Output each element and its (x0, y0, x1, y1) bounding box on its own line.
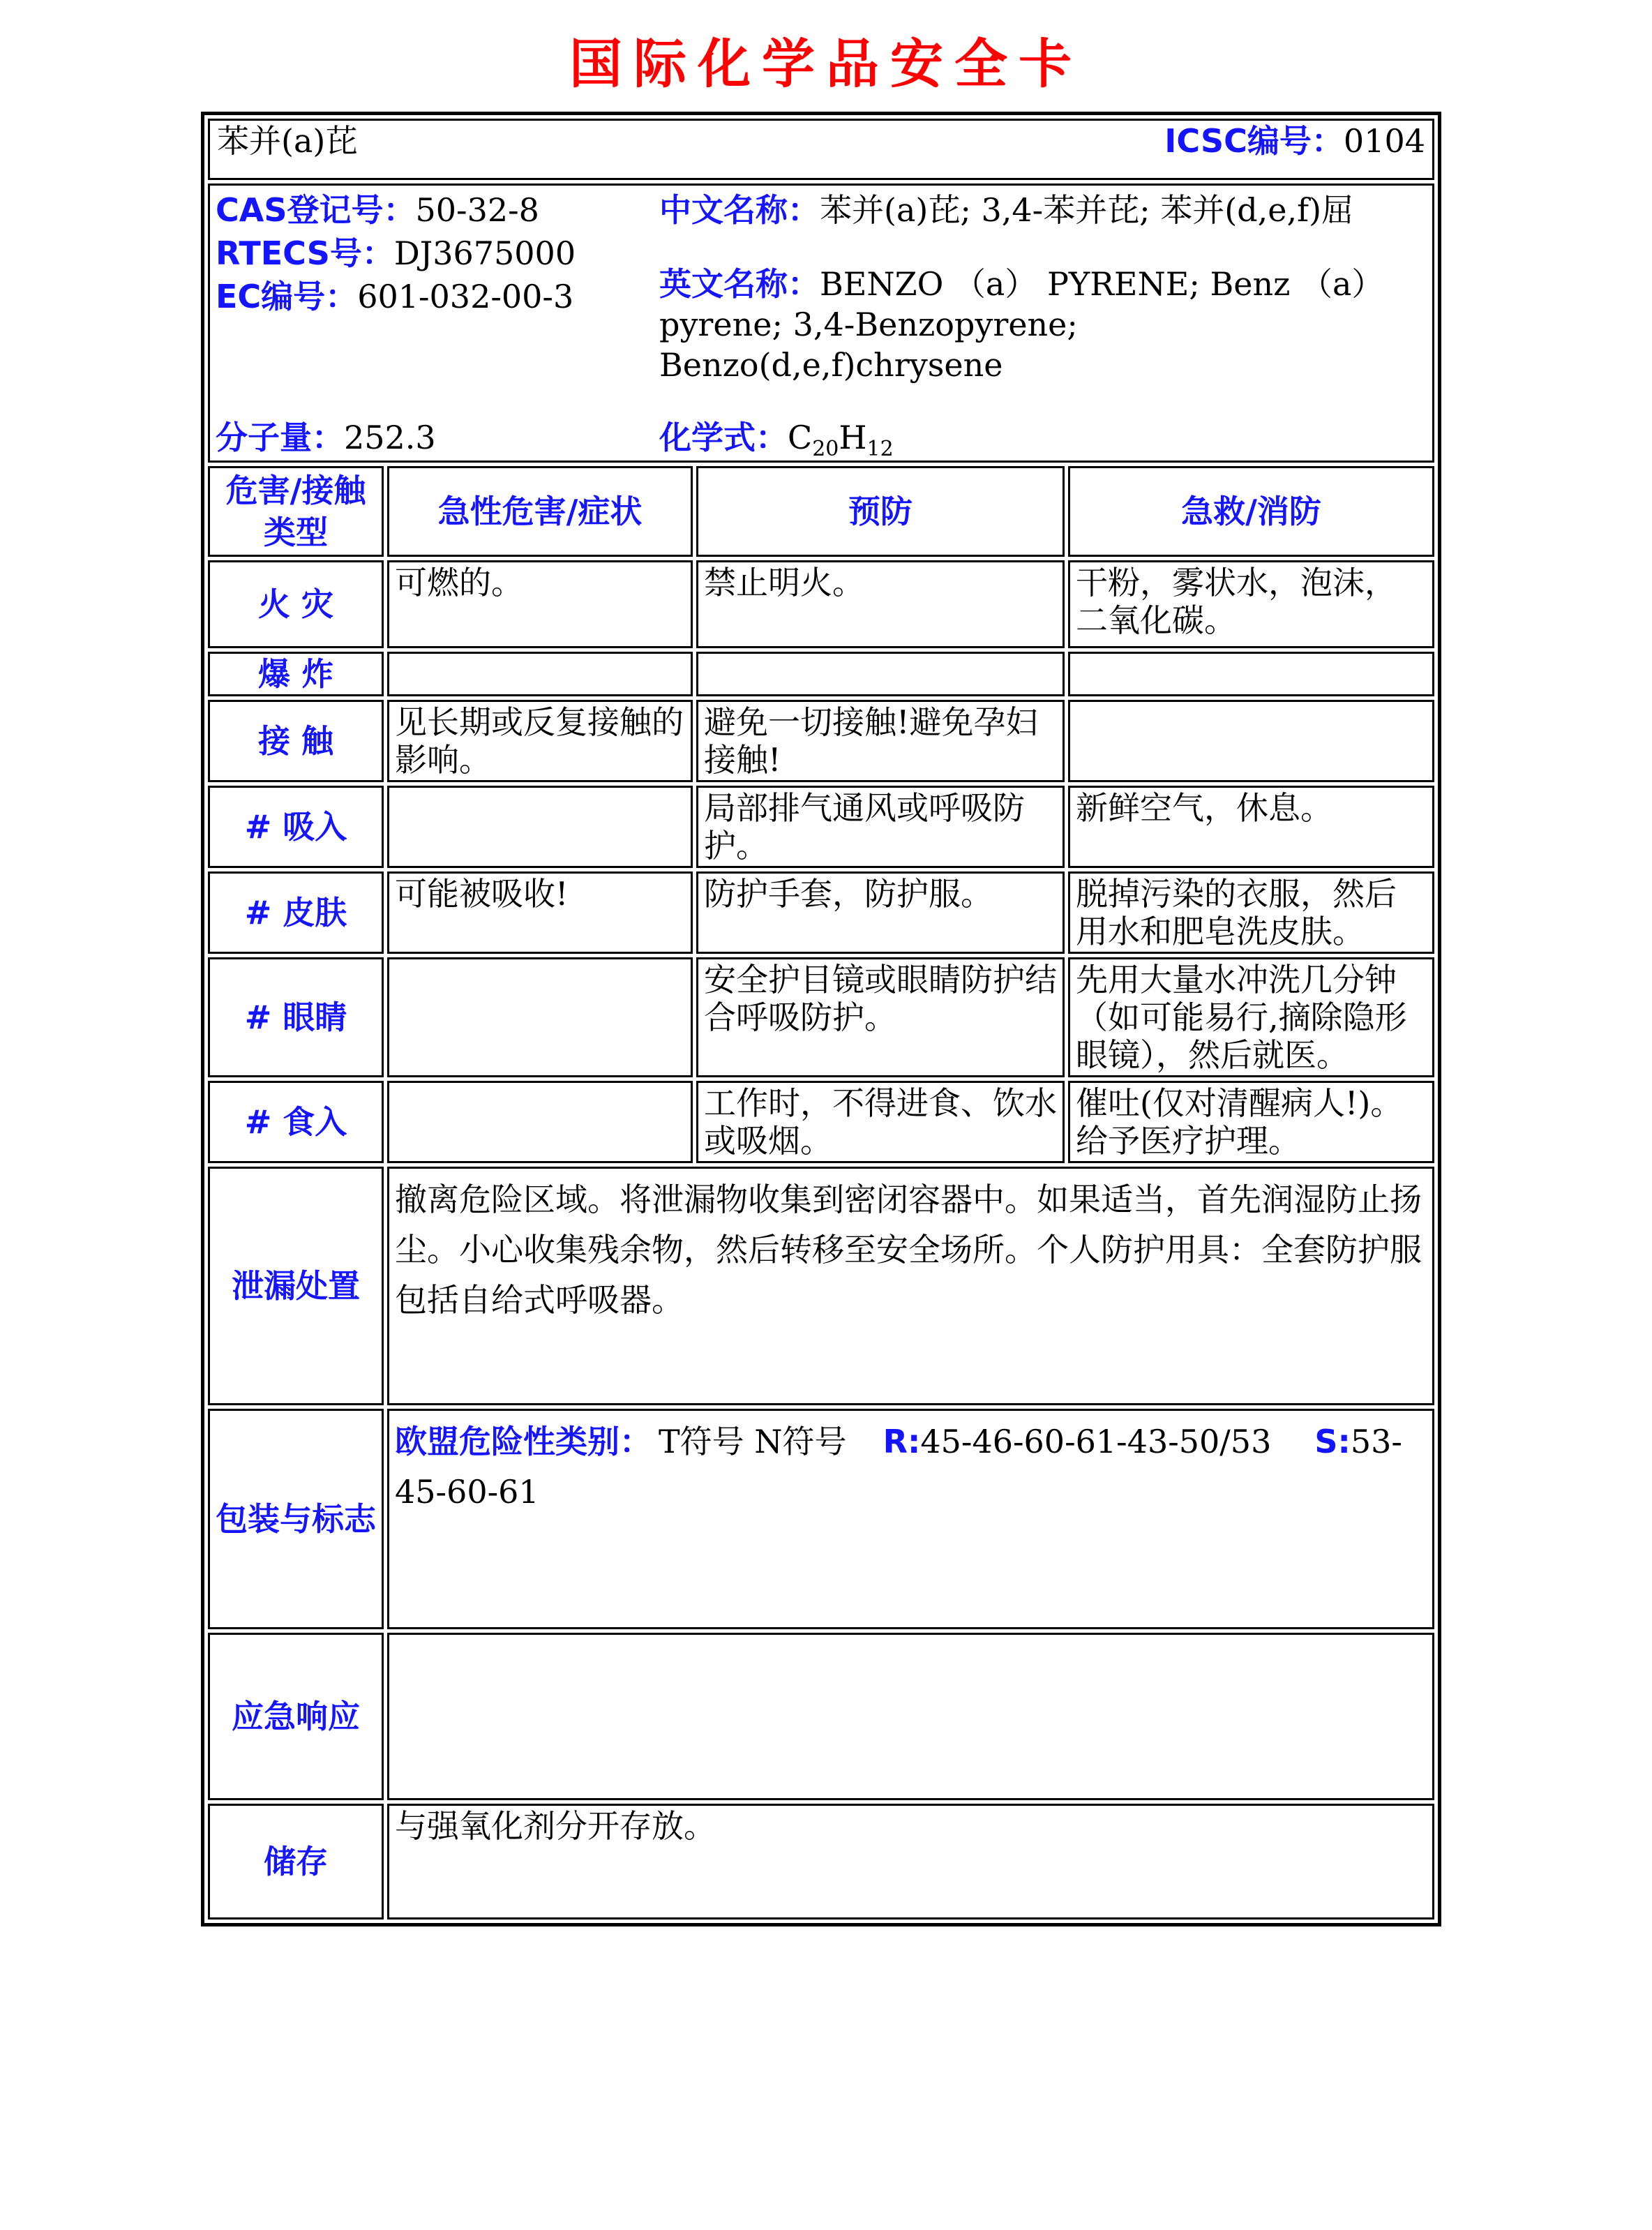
fire-symptoms: 可燃的。 (387, 560, 693, 648)
row-label-storage: 储存 (208, 1804, 384, 1920)
registry-numbers (216, 188, 659, 419)
identity-row (208, 184, 1434, 463)
table-row-fire (208, 560, 1434, 648)
column-header-prevention: 预防 (696, 466, 1065, 557)
molecular-weight (216, 419, 659, 456)
explosion-symptoms (387, 652, 693, 696)
eyes-prevention: 安全护目镜或眼睛防护结合呼吸防护。 (696, 957, 1065, 1077)
exposure-prevention: 避免一切接触!避免孕妇接触! (696, 700, 1065, 782)
ingestion-symptoms (387, 1081, 693, 1163)
table-row-eyes (208, 957, 1434, 1077)
column-header-firstaid: 急救/消防 (1068, 466, 1434, 557)
cas-label: CAS登记号： (216, 191, 416, 229)
row-label-spill-disposal: 泄漏处置 (208, 1167, 384, 1405)
r-phrases-value: 45-46-60-61-43-50/53 (920, 1423, 1272, 1460)
inhalation-symptoms (387, 786, 693, 868)
explosion-firstaid (1068, 652, 1434, 696)
table-row-ingestion (208, 1081, 1434, 1163)
chinese-name-label: 中文名称： (659, 191, 820, 229)
row-label-fire: 火 灾 (208, 560, 384, 648)
cas-value: 50-32-8 (415, 191, 539, 229)
substance-header-row (208, 119, 1434, 180)
table-row-skin (208, 871, 1434, 954)
eu-hazard-symbols: T符号 N符号 (659, 1423, 847, 1460)
substance-header-cell (208, 119, 1434, 180)
icsc-number-label: ICSC编号： (1164, 122, 1344, 160)
chinese-name (659, 188, 1427, 232)
row-label-inhalation: # 吸入 (208, 786, 384, 868)
ingestion-prevention: 工作时，不得进食、饮水或吸烟。 (696, 1081, 1065, 1163)
chinese-name-value: 苯并(a)芘; 3,4-苯并芘; 苯并(d,e,f)屈 (820, 191, 1354, 229)
table-row-storage (208, 1804, 1434, 1920)
row-label-eyes: # 眼睛 (208, 957, 384, 1077)
spill-disposal-text: 撤离危险区域。将泄漏物收集到密闭容器中。如果适当，首先润湿防止扬尘。小心收集残余物，然后转移至安全场所。个人防护用具：全套防护服包括自给式呼吸器。 (387, 1167, 1434, 1405)
chemical-names (659, 188, 1427, 419)
molecular-weight-value: 252.3 (344, 419, 436, 456)
icsc-number-value: 0104 (1343, 122, 1425, 160)
exposure-firstaid (1068, 700, 1434, 782)
inhalation-firstaid: 新鲜空气，休息。 (1068, 786, 1434, 868)
table-row-spill-disposal (208, 1167, 1434, 1405)
table-row-packaging (208, 1409, 1434, 1629)
english-name-label: 英文名称： (659, 265, 820, 303)
row-label-packaging: 包装与标志 (208, 1409, 384, 1629)
exposure-symptoms: 见长期或反复接触的影响。 (387, 700, 693, 782)
inhalation-prevention: 局部排气通风或呼吸防护。 (696, 786, 1065, 868)
identity-cell (208, 184, 1434, 463)
page-title: 国际化学品安全卡 (569, 33, 1083, 95)
english-name (659, 264, 1427, 385)
ingestion-firstaid: 催吐(仅对清醒病人!)。给予医疗护理。 (1068, 1081, 1434, 1163)
r-phrases-label: R: (883, 1423, 921, 1460)
ec-label: EC编号： (216, 278, 358, 315)
hazard-header-row (208, 466, 1434, 557)
s-phrases-label: S: (1314, 1423, 1351, 1460)
molecular-weight-label: 分子量： (216, 419, 344, 456)
skin-symptoms: 可能被吸收! (387, 871, 693, 954)
substance-name: 苯并(a)芘 (217, 122, 358, 160)
table-row-inhalation (208, 786, 1434, 868)
column-header-symptoms: 急性危害/症状 (387, 466, 693, 557)
rtecs-number (216, 232, 659, 275)
table-row-emergency-response (208, 1633, 1434, 1800)
rtecs-label: RTECS号： (216, 234, 394, 272)
chemical-formula-label: 化学式： (659, 419, 788, 456)
storage-text: 与强氧化剂分开存放。 (387, 1804, 1434, 1920)
row-label-emergency-response: 应急响应 (208, 1633, 384, 1800)
rtecs-value: DJ3675000 (393, 234, 576, 272)
cas-number (216, 188, 659, 232)
explosion-prevention (696, 652, 1065, 696)
s-phrases-value: 53-45-60-61 (395, 1423, 1402, 1511)
chemical-formula (659, 419, 1427, 462)
eyes-firstaid: 先用大量水冲洗几分钟（如可能易行,摘除隐形眼镜），然后就医。 (1068, 957, 1434, 1077)
packaging-text (387, 1409, 1434, 1629)
table-row-explosion (208, 652, 1434, 696)
table-row-exposure (208, 700, 1434, 782)
row-label-exposure: 接 触 (208, 700, 384, 782)
skin-firstaid: 脱掉污染的衣服，然后用水和肥皂洗皮肤。 (1068, 871, 1434, 954)
icsc-card-table (201, 112, 1441, 1926)
ec-number (216, 275, 659, 318)
row-label-explosion: 爆 炸 (208, 652, 384, 696)
row-label-ingestion: # 食入 (208, 1081, 384, 1163)
ec-value: 601-032-00-3 (357, 278, 574, 315)
row-label-skin: # 皮肤 (208, 871, 384, 954)
fire-firstaid: 干粉，雾状水，泡沫，二氧化碳。 (1068, 560, 1434, 648)
skin-prevention: 防护手套，防护服。 (696, 871, 1065, 954)
eu-hazard-class-label: 欧盟危险性类别： (395, 1423, 652, 1460)
fire-prevention: 禁止明火。 (696, 560, 1065, 648)
emergency-response-text (387, 1633, 1434, 1800)
icsc-number (1164, 122, 1425, 160)
column-header-hazard-type: 危害/接触类型 (208, 466, 384, 557)
chemical-formula-value: $C_{20}H_{12}$ (788, 419, 894, 462)
english-name-value: BENZO （a） PYRENE; Benz （a） pyrene; 3,4-Benzopyrene; Benzo(d,e,f)chrysene (659, 265, 1384, 384)
eyes-symptoms (387, 957, 693, 1077)
